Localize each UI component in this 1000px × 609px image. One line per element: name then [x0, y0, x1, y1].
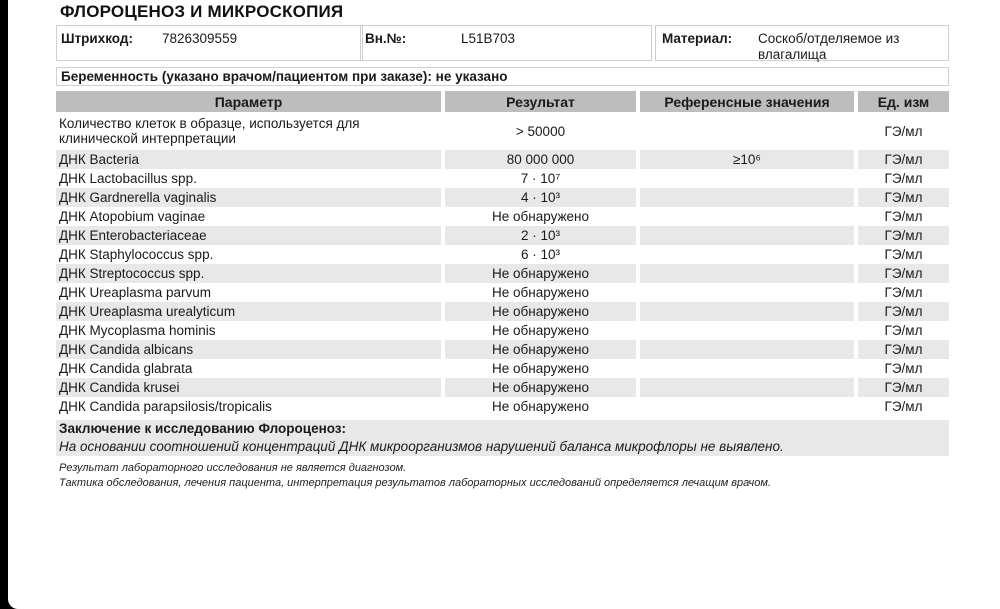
- row-reference: [640, 359, 858, 378]
- row-result: 2 · 10³: [445, 226, 640, 245]
- row-parameter: ДНК Streptococcus spp.: [56, 264, 445, 283]
- conclusion-text: На основании соотношений концентраций ДНК микроорганизмов нарушений баланса микрофлоры не выявлено.: [59, 439, 784, 454]
- row-reference: [640, 226, 858, 245]
- row-reference: [640, 378, 858, 397]
- barcode-label: Штрихкод:: [61, 31, 133, 46]
- row-parameter: ДНК Enterobacteriaceae: [56, 226, 445, 245]
- row-unit: ГЭ/мл: [884, 247, 923, 262]
- row-reference: [640, 264, 858, 283]
- row-result: 7 · 10⁷: [445, 169, 640, 188]
- row-parameter: ДНК Staphylococcus spp.: [56, 245, 445, 264]
- row-reference: [640, 283, 858, 302]
- row-parameter: ДНК Ureaplasma parvum: [56, 283, 445, 302]
- table-row: [56, 397, 949, 416]
- row-reference: [640, 169, 858, 188]
- row-reference: [640, 397, 858, 416]
- pregnancy-status: Беременность (указано врачом/пациентом при заказе): не указано: [56, 67, 949, 86]
- row-parameter: ДНК Gardnerella vaginalis: [56, 188, 445, 207]
- barcode-box: [56, 25, 363, 61]
- row-result: Не обнаружено: [445, 397, 640, 416]
- row-parameter: ДНК Bacteria: [56, 150, 445, 169]
- row-unit: ГЭ/мл: [884, 285, 923, 300]
- row-unit: ГЭ/мл: [884, 361, 923, 376]
- row-reference: [640, 245, 858, 264]
- table-row: [56, 264, 949, 283]
- row-unit: ГЭ/мл: [884, 171, 923, 186]
- row-result: 80 000 000: [445, 150, 640, 169]
- table-row: [56, 188, 949, 207]
- report-page: [8, 0, 1000, 609]
- row-unit: ГЭ/мл: [858, 340, 949, 359]
- row-result: Не обнаружено: [445, 302, 640, 321]
- row-reference: [640, 321, 858, 340]
- row-unit: ГЭ/мл: [858, 302, 949, 321]
- row-result: Не обнаружено: [445, 359, 640, 378]
- row-unit: ГЭ/мл: [858, 150, 949, 169]
- row-unit: ГЭ/мл: [858, 378, 949, 397]
- row-result: Не обнаружено: [445, 340, 640, 359]
- row-result: Не обнаружено: [445, 321, 640, 340]
- internal-number-box: [360, 25, 652, 61]
- table-row: [56, 169, 949, 188]
- table-row: [56, 283, 949, 302]
- results-table: [56, 91, 949, 416]
- table-row: [56, 207, 949, 226]
- internal-number-label: Вн.№:: [365, 31, 407, 46]
- table-row: [56, 245, 949, 264]
- table-row: [56, 340, 949, 359]
- conclusion-heading: Заключение к исследованию Флороценоз:: [59, 421, 347, 436]
- conclusion-block: [56, 420, 949, 456]
- row-reference: ≥10⁶: [640, 150, 858, 169]
- table-row: [56, 302, 949, 321]
- row-result: 6 · 10³: [445, 245, 640, 264]
- row-unit: ГЭ/мл: [884, 209, 923, 224]
- material-value: Соскоб/отделяемое из влагалища: [758, 31, 900, 62]
- row-result: Не обнаружено: [445, 283, 640, 302]
- row-result: Не обнаружено: [445, 207, 640, 226]
- table-row: [56, 226, 949, 245]
- table-header-row: [56, 91, 949, 112]
- row-unit: ГЭ/мл: [884, 323, 923, 338]
- row-parameter: ДНК Atopobium vaginae: [56, 207, 445, 226]
- header-unit: Ед. изм: [858, 91, 949, 112]
- row-reference: [640, 340, 858, 359]
- row-parameter: Количество клеток в образце, используется для клинической интерпретации: [56, 112, 445, 150]
- table-row: [56, 150, 949, 169]
- footnote-diagnosis: Результат лабораторного исследования не является диагнозом.: [59, 462, 407, 474]
- row-parameter: ДНК Mycoplasma hominis: [56, 321, 445, 340]
- row-result: 4 · 10³: [445, 188, 640, 207]
- row-parameter: ДНК Candida parapsilosis/tropicalis: [56, 397, 445, 416]
- row-unit: ГЭ/мл: [884, 123, 923, 139]
- table-row: [56, 112, 949, 150]
- row-unit: ГЭ/мл: [858, 226, 949, 245]
- barcode-value: 7826309559: [162, 31, 238, 46]
- row-parameter: ДНК Lactobacillus spp.: [56, 169, 445, 188]
- table-row: [56, 321, 949, 340]
- report-title: ФЛОРОЦЕНОЗ И МИКРОСКОПИЯ: [60, 2, 344, 21]
- row-reference: [640, 207, 858, 226]
- row-unit: ГЭ/мл: [858, 188, 949, 207]
- row-reference: [640, 188, 858, 207]
- row-parameter: ДНК Ureaplasma urealyticum: [56, 302, 445, 321]
- material-label: Материал:: [662, 31, 733, 46]
- header-reference: Референсные значения: [640, 91, 858, 112]
- header-result: Результат: [445, 91, 640, 112]
- row-reference: [640, 112, 858, 150]
- row-parameter: ДНК Candida krusei: [56, 378, 445, 397]
- row-unit: ГЭ/мл: [884, 399, 923, 414]
- row-result: > 50000: [445, 112, 640, 150]
- material-box: [655, 25, 949, 61]
- row-parameter: ДНК Candida glabrata: [56, 359, 445, 378]
- internal-number-value: L51B703: [461, 31, 516, 46]
- row-unit: ГЭ/мл: [858, 264, 949, 283]
- footnote-interpretation: Тактика обследования, лечения пациента, интерпретация результатов лабораторных исследований определяется лечащим врачом.: [59, 477, 771, 489]
- row-result: Не обнаружено: [445, 264, 640, 283]
- row-reference: [640, 302, 858, 321]
- table-row: [56, 378, 949, 397]
- header-parameter: Параметр: [56, 91, 445, 112]
- table-row: [56, 359, 949, 378]
- row-parameter: ДНК Candida albicans: [56, 340, 445, 359]
- row-result: Не обнаружено: [445, 378, 640, 397]
